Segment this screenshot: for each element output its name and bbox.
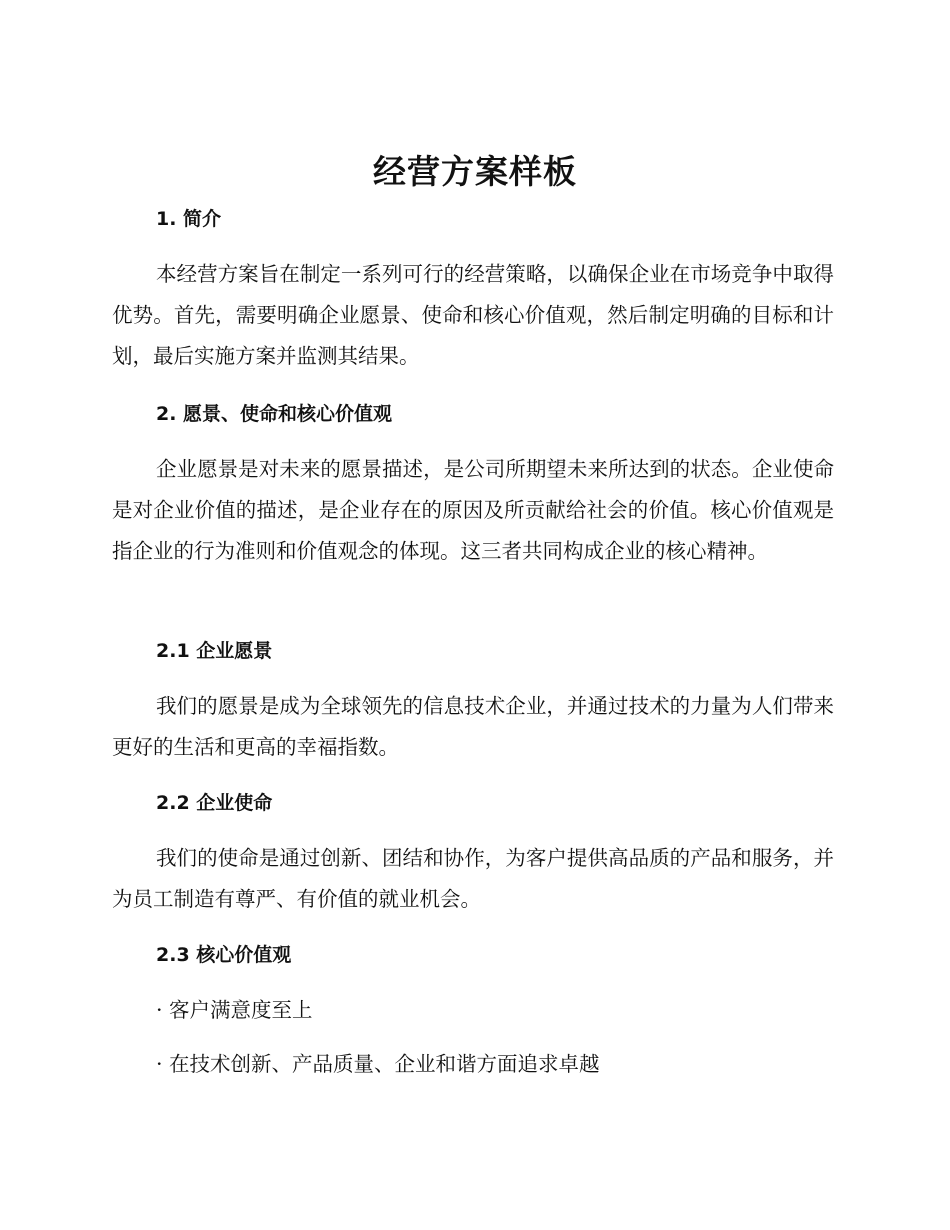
section-heading-vision-mission-values: 2. 愿景、使命和核心价值观 <box>156 403 393 425</box>
section-paragraph-vision-mission-values: 企业愿景是对未来的愿景描述，是公司所期望未来所达到的状态。企业使命是对企业价值的描述，是企业存在的原因及所贡献给社会的价值。核心价值观是指企业的行为准则和价值观念的体现。这三者共同构成企业的核心精神。 <box>112 457 834 563</box>
document-title: 经营方案样板 <box>373 152 577 191</box>
section-heading-core-values: 2.3 核心价值观 <box>156 944 292 966</box>
core-value-bullet: · 在技术创新、产品质量、企业和谐方面追求卓越 <box>156 1052 600 1076</box>
section-heading-mission: 2.2 企业使命 <box>156 792 273 814</box>
core-value-bullet: · 客户满意度至上 <box>156 998 313 1022</box>
section-heading-vision: 2.1 企业愿景 <box>156 640 273 662</box>
section-heading-introduction: 1. 简介 <box>156 208 222 230</box>
section-paragraph-mission: 我们的使命是通过创新、团结和协作，为客户提供高品质的产品和服务，并为员工制造有尊严、有价值的就业机会。 <box>112 846 834 911</box>
section-paragraph-vision: 我们的愿景是成为全球领先的信息技术企业，并通过技术的力量为人们带来更好的生活和更高的幸福指数。 <box>112 694 834 759</box>
section-paragraph-introduction: 本经营方案旨在制定一系列可行的经营策略，以确保企业在市场竞争中取得优势。首先，需要明确企业愿景、使命和核心价值观，然后制定明确的目标和计划，最后实施方案并监测其结果。 <box>112 262 834 368</box>
